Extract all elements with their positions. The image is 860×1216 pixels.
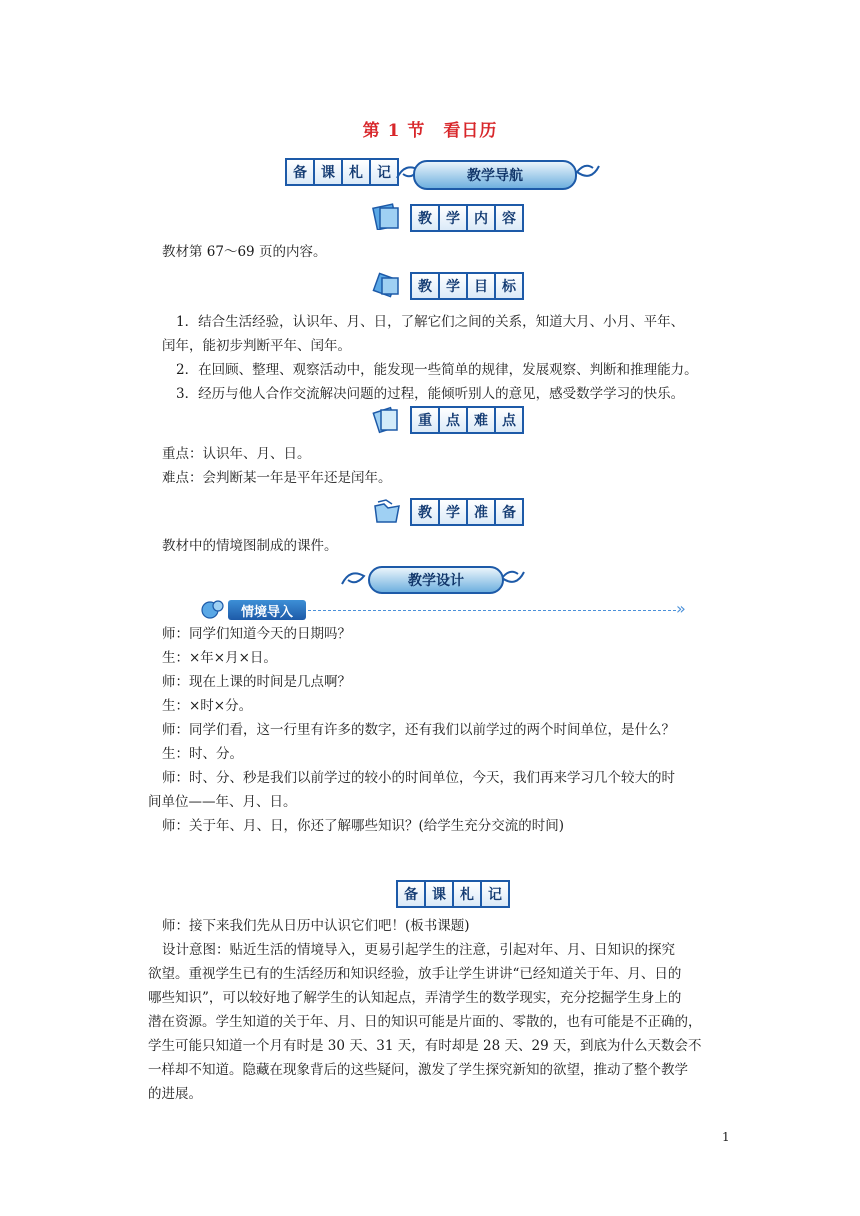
notes-line: 潜在资源。学生知道的关于年、月、日的知识可能是片面的、零散的，也有可能是不正确的， <box>148 1014 702 1030</box>
tile: 札 <box>341 158 371 186</box>
tile: 点 <box>438 406 468 434</box>
dialogue-line: 生：时、分。 <box>162 746 243 762</box>
tile: 内 <box>466 204 496 232</box>
dialogue-line: 生：×时×分。 <box>162 698 253 714</box>
goal-line: 1．结合生活经验，认识年、月、日，了解它们之间的关系，知道大月、小月、平年、 <box>176 314 685 330</box>
tile: 课 <box>424 880 454 908</box>
notes-line: 哪些知识”，可以较好地了解学生的认知起点，弄清学生的数学现实，充分挖掘学生身上的 <box>148 990 682 1006</box>
tile: 目 <box>466 272 496 300</box>
tile: 重 <box>410 406 440 434</box>
notes-line: 学生可能只知道一个月有时是 30 天、31 天，有时却是 28 天、29 天，到底为什么天数会不 <box>148 1038 702 1054</box>
tile: 学 <box>438 272 468 300</box>
dialogue-line: 师：同学们看，这一行里有许多的数字，还有我们以前学过的两个时间单位，是什么？ <box>162 722 675 738</box>
tile: 课 <box>313 158 343 186</box>
page-number: 1 <box>722 1130 730 1144</box>
scene-intro-tag: 情境导入 <box>228 600 306 620</box>
dialogue-line: 师：时、分、秒是我们以前学过的较小的时间单位，今天，我们再来学习几个较大的时 <box>162 770 675 786</box>
notes-line: 设计意图：贴近生活的情境导入，更易引起学生的注意，引起对年、月、日知识的探究 <box>162 942 675 958</box>
section-heading-goals <box>410 272 522 300</box>
arrow-icon: » <box>676 599 686 618</box>
dialogue-line: 师：同学们知道今天的日期吗？ <box>162 626 351 642</box>
page-title: 第 1 节 看日历 <box>362 121 498 141</box>
notes-line: 一样却不知道。隐藏在现象背后的这些疑问，激发了学生探究新知的欲望，推动了整个教学 <box>148 1062 688 1078</box>
tile: 学 <box>438 204 468 232</box>
teaching-design-banner: 教学设计 <box>368 566 504 594</box>
tile: 备 <box>494 498 524 526</box>
tile: 札 <box>452 880 482 908</box>
dialogue-line: 师：关于年、月、日，你还了解哪些知识？(给学生充分交流的时间) <box>162 818 565 834</box>
dialogue <box>148 622 752 838</box>
preparation-text: 教材中的情境图制成的课件。 <box>162 538 338 554</box>
goals-list <box>162 310 752 406</box>
books-stack-icon <box>372 270 402 298</box>
tile: 备 <box>285 158 315 186</box>
section-heading-preparation <box>410 498 522 526</box>
notes-line: 欲望。重视学生已有的生活经历和知识经验，放手让学生讲讲“已经知道关于年、月、日的 <box>148 966 682 982</box>
tile: 难 <box>466 406 496 434</box>
notes-banner <box>396 880 508 908</box>
tile: 教 <box>410 498 440 526</box>
scene-icon <box>200 598 226 620</box>
dialogue-line: 生：×年×月×日。 <box>162 650 277 666</box>
header-banner <box>285 152 605 192</box>
dialogue-line: 间单位——年、月、日。 <box>148 794 297 810</box>
goal-line: 闰年，能初步判断平年、闰年。 <box>162 338 351 354</box>
tile: 记 <box>369 158 399 186</box>
key-point-line: 难点：会判断某一年是平年还是闰年。 <box>162 470 392 486</box>
teaching-nav-banner: 教学导航 <box>413 160 577 190</box>
tile: 教 <box>410 272 440 300</box>
dashed-divider <box>308 610 676 611</box>
notes-tiles <box>285 158 397 186</box>
tile: 教 <box>410 204 440 232</box>
tile: 准 <box>466 498 496 526</box>
folder-icon <box>372 496 402 524</box>
goal-line: 3．经历与他人合作交流解决问题的过程，能倾听别人的意见，感受数学学习的快乐。 <box>176 386 685 402</box>
key-points-list <box>162 442 392 490</box>
papers-icon <box>372 404 402 434</box>
tile: 备 <box>396 880 426 908</box>
tile: 学 <box>438 498 468 526</box>
notes-line: 师：接下来我们先从日历中认识它们吧！(板书课题) <box>162 918 470 934</box>
content-text: 教材第 67～69 页的内容。 <box>162 244 327 260</box>
section-heading-key-points <box>410 406 522 434</box>
tile: 容 <box>494 204 524 232</box>
book-icon <box>372 202 402 230</box>
tile: 点 <box>494 406 524 434</box>
tile: 记 <box>480 880 510 908</box>
key-point-line: 重点：认识年、月、日。 <box>162 446 311 462</box>
goal-line: 2．在回顾、整理、观察活动中，能发现一些简单的规律，发展观察、判断和推理能力。 <box>176 362 698 378</box>
tile: 标 <box>494 272 524 300</box>
notes-body <box>148 914 752 1106</box>
notes-line: 的进展。 <box>148 1086 202 1102</box>
section-heading-content <box>410 204 522 232</box>
dialogue-line: 师：现在上课的时间是几点啊？ <box>162 674 351 690</box>
